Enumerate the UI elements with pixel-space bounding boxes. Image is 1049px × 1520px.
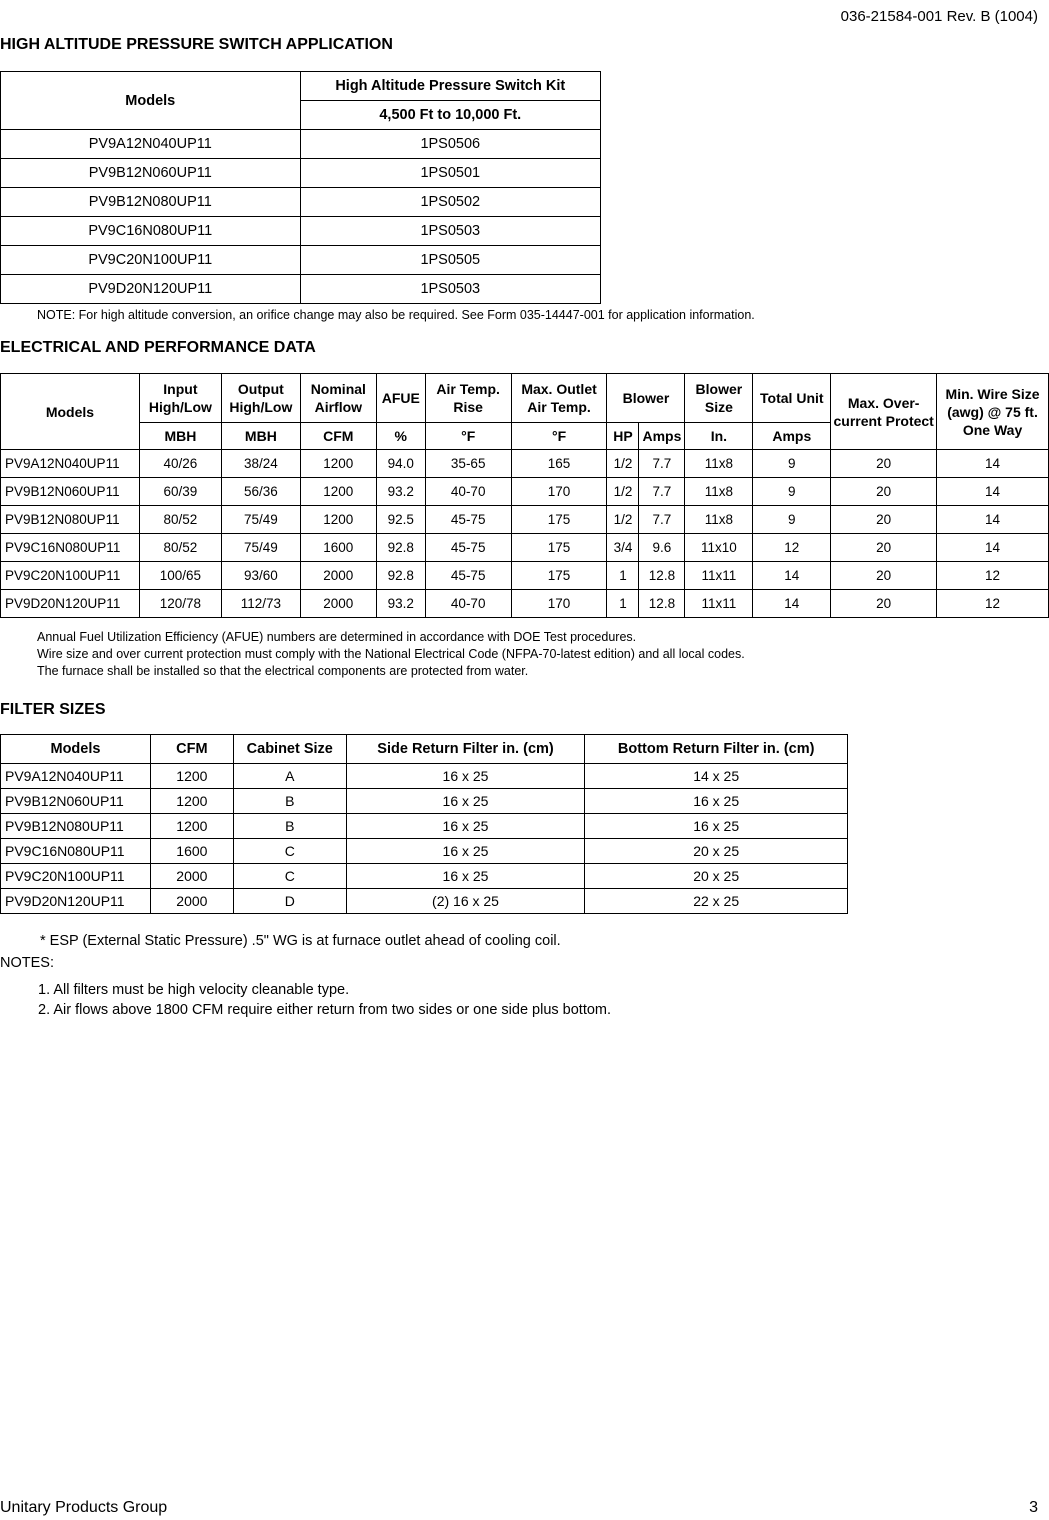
- data-cell: 92.8: [376, 534, 425, 562]
- filter-section-title: FILTER SIZES: [0, 701, 106, 718]
- data-cell: 9: [753, 506, 831, 534]
- table-row: [1, 478, 1049, 506]
- data-cell: 20: [831, 590, 937, 618]
- altitude-header-range: 4,500 Ft to 10,000 Ft.: [300, 101, 600, 130]
- data-cell: 1200: [300, 450, 376, 478]
- elec-header-wire: Min. Wire Size (awg) @ 75 ft. One Way: [937, 374, 1049, 450]
- data-cell: 1200: [300, 478, 376, 506]
- model-cell: PV9C16N080UP11: [1, 534, 140, 562]
- data-cell: D: [233, 889, 346, 914]
- filter-header-cell: CFM: [150, 735, 233, 764]
- data-cell: 1/2: [607, 506, 639, 534]
- model-cell: PV9A12N040UP11: [1, 130, 301, 159]
- elec-header-afue: AFUE: [376, 374, 425, 423]
- data-cell: 165: [511, 450, 607, 478]
- footer-page-number: 3: [1029, 1499, 1038, 1516]
- data-cell: 92.8: [376, 562, 425, 590]
- data-cell: 75/49: [221, 506, 300, 534]
- data-cell: 14: [937, 506, 1049, 534]
- data-cell: 1200: [300, 506, 376, 534]
- table-row: [1, 889, 848, 914]
- data-cell: 56/36: [221, 478, 300, 506]
- table-row: [1, 450, 1049, 478]
- table-row: [1, 188, 601, 217]
- data-cell: 11x8: [685, 478, 753, 506]
- electrical-notes: [37, 629, 745, 680]
- filter-note: 2. Air flows above 1800 CFM require either return from two sides or one side plus bottom.: [38, 1002, 612, 1018]
- data-cell: 14: [937, 478, 1049, 506]
- elec-header-models: Models: [1, 374, 140, 450]
- data-cell: A: [233, 764, 346, 789]
- altitude-section-title: HIGH ALTITUDE PRESSURE SWITCH APPLICATION: [0, 36, 393, 53]
- data-cell: 80/52: [139, 534, 221, 562]
- table-row: [1, 246, 601, 275]
- data-cell: 1: [607, 562, 639, 590]
- unit-header-cell: MBH: [139, 423, 221, 450]
- elec-header-output: Output High/Low: [221, 374, 300, 423]
- model-cell: PV9C20N100UP11: [1, 246, 301, 275]
- data-cell: 7.7: [639, 478, 685, 506]
- unit-header-cell: MBH: [221, 423, 300, 450]
- data-cell: 40-70: [425, 590, 511, 618]
- filter-table: [0, 734, 848, 914]
- altitude-note: NOTE: For high altitude conversion, an orifice change may also be required. See Form 035-14447-001 for application information.: [37, 308, 755, 322]
- data-cell: 94.0: [376, 450, 425, 478]
- unit-header-cell: In.: [685, 423, 753, 450]
- elec-header-input: Input High/Low: [139, 374, 221, 423]
- filter-note: 1. All filters must be high velocity cleanable type.: [38, 982, 350, 998]
- filter-notes: [38, 980, 611, 1020]
- data-cell: 75/49: [221, 534, 300, 562]
- data-cell: 170: [511, 590, 607, 618]
- table-row: [1, 562, 1049, 590]
- data-cell: 93.2: [376, 590, 425, 618]
- elec-header-outlet: Max. Outlet Air Temp.: [511, 374, 607, 423]
- data-cell: 20: [831, 534, 937, 562]
- esp-note: * ESP (External Static Pressure) .5" WG is at furnace outlet ahead of cooling coil.: [40, 933, 561, 949]
- data-cell: 12: [753, 534, 831, 562]
- data-cell: (2) 16 x 25: [346, 889, 585, 914]
- filter-header-cell: Models: [1, 735, 151, 764]
- kit-cell: 1PS0502: [300, 188, 600, 217]
- electrical-table-body: [1, 450, 1049, 618]
- elec-header-blower: Blower: [607, 374, 685, 423]
- data-cell: 40/26: [139, 450, 221, 478]
- model-cell: PV9A12N040UP11: [1, 450, 140, 478]
- model-cell: PV9D20N120UP11: [1, 889, 151, 914]
- data-cell: 20: [831, 506, 937, 534]
- data-cell: 1200: [150, 764, 233, 789]
- model-cell: PV9C20N100UP11: [1, 562, 140, 590]
- data-cell: 1200: [150, 789, 233, 814]
- electrical-section-title: ELECTRICAL AND PERFORMANCE DATA: [0, 339, 316, 356]
- data-cell: 2000: [150, 864, 233, 889]
- document-number: 036-21584-001 Rev. B (1004): [840, 8, 1038, 25]
- notes-label: NOTES:: [0, 955, 54, 971]
- data-cell: 3/4: [607, 534, 639, 562]
- table-row: [1, 839, 848, 864]
- data-cell: 14: [753, 590, 831, 618]
- data-cell: 175: [511, 562, 607, 590]
- model-cell: PV9B12N060UP11: [1, 159, 301, 188]
- elec-header-total: Total Unit: [753, 374, 831, 423]
- data-cell: C: [233, 839, 346, 864]
- electrical-note: Annual Fuel Utilization Efficiency (AFUE) numbers are determined in accordance with DOE Test procedures.: [37, 630, 637, 644]
- model-cell: PV9B12N060UP11: [1, 789, 151, 814]
- kit-cell: 1PS0501: [300, 159, 600, 188]
- data-cell: 93/60: [221, 562, 300, 590]
- data-cell: 20: [831, 478, 937, 506]
- filter-header-row: [1, 735, 848, 764]
- data-cell: 45-75: [425, 506, 511, 534]
- table-row: [1, 789, 848, 814]
- table-row: [1, 130, 601, 159]
- data-cell: 20 x 25: [585, 864, 848, 889]
- data-cell: 7.7: [639, 450, 685, 478]
- data-cell: 35-65: [425, 450, 511, 478]
- table-row: [1, 159, 601, 188]
- data-cell: 22 x 25: [585, 889, 848, 914]
- table-row: [1, 275, 601, 304]
- table-row: [1, 590, 1049, 618]
- electrical-note: The furnace shall be installed so that the electrical components are protected from water.: [37, 664, 529, 678]
- data-cell: 1: [607, 590, 639, 618]
- data-cell: B: [233, 789, 346, 814]
- data-cell: 80/52: [139, 506, 221, 534]
- unit-header-cell: °F: [511, 423, 607, 450]
- data-cell: 16 x 25: [346, 764, 585, 789]
- kit-cell: 1PS0506: [300, 130, 600, 159]
- elec-header-airflow: Nominal Airflow: [300, 374, 376, 423]
- data-cell: 14: [753, 562, 831, 590]
- elec-header-maxoc: Max. Over-current Protect: [831, 374, 937, 450]
- unit-header-cell: Amps: [753, 423, 831, 450]
- data-cell: 14: [937, 534, 1049, 562]
- data-cell: 14 x 25: [585, 764, 848, 789]
- table-row: [1, 814, 848, 839]
- data-cell: 16 x 25: [346, 789, 585, 814]
- unit-header-cell: °F: [425, 423, 511, 450]
- data-cell: 12: [937, 590, 1049, 618]
- model-cell: PV9D20N120UP11: [1, 590, 140, 618]
- data-cell: 7.7: [639, 506, 685, 534]
- data-cell: 1/2: [607, 478, 639, 506]
- data-cell: C: [233, 864, 346, 889]
- filter-header-cell: Cabinet Size: [233, 735, 346, 764]
- model-cell: PV9C16N080UP11: [1, 839, 151, 864]
- footer-company: Unitary Products Group: [0, 1499, 168, 1516]
- unit-header-cell: HP: [607, 423, 639, 450]
- data-cell: 2000: [300, 590, 376, 618]
- data-cell: 1200: [150, 814, 233, 839]
- data-cell: 170: [511, 478, 607, 506]
- data-cell: 12.8: [639, 590, 685, 618]
- data-cell: 60/39: [139, 478, 221, 506]
- data-cell: 14: [937, 450, 1049, 478]
- data-cell: 9: [753, 450, 831, 478]
- altitude-header-models: Models: [1, 72, 301, 130]
- kit-cell: 1PS0505: [300, 246, 600, 275]
- electrical-table: [0, 373, 1049, 618]
- model-cell: PV9B12N080UP11: [1, 506, 140, 534]
- data-cell: 16 x 25: [346, 864, 585, 889]
- data-cell: 11x8: [685, 450, 753, 478]
- data-cell: 9.6: [639, 534, 685, 562]
- model-cell: PV9B12N080UP11: [1, 814, 151, 839]
- data-cell: 120/78: [139, 590, 221, 618]
- elec-header-blower-size: Blower Size: [685, 374, 753, 423]
- kit-cell: 1PS0503: [300, 217, 600, 246]
- altitude-table: [0, 71, 601, 304]
- unit-header-cell: %: [376, 423, 425, 450]
- unit-header-cell: Amps: [639, 423, 685, 450]
- data-cell: 2000: [300, 562, 376, 590]
- data-cell: 175: [511, 506, 607, 534]
- data-cell: 12.8: [639, 562, 685, 590]
- data-cell: 175: [511, 534, 607, 562]
- model-cell: PV9B12N080UP11: [1, 188, 301, 217]
- data-cell: 2000: [150, 889, 233, 914]
- data-cell: 20 x 25: [585, 839, 848, 864]
- data-cell: 20: [831, 450, 937, 478]
- data-cell: 16 x 25: [346, 814, 585, 839]
- data-cell: 20: [831, 562, 937, 590]
- filter-header-cell: Bottom Return Filter in. (cm): [585, 735, 848, 764]
- data-cell: 1600: [300, 534, 376, 562]
- data-cell: 40-70: [425, 478, 511, 506]
- data-cell: 38/24: [221, 450, 300, 478]
- data-cell: 11x11: [685, 590, 753, 618]
- unit-header-cell: CFM: [300, 423, 376, 450]
- data-cell: 12: [937, 562, 1049, 590]
- data-cell: 16 x 25: [346, 839, 585, 864]
- data-cell: 100/65: [139, 562, 221, 590]
- filter-table-body: [1, 764, 848, 914]
- data-cell: 11x11: [685, 562, 753, 590]
- data-cell: B: [233, 814, 346, 839]
- altitude-table-body: [1, 130, 601, 304]
- data-cell: 11x10: [685, 534, 753, 562]
- data-cell: 1600: [150, 839, 233, 864]
- model-cell: PV9D20N120UP11: [1, 275, 301, 304]
- data-cell: 16 x 25: [585, 814, 848, 839]
- table-row: [1, 534, 1049, 562]
- data-cell: 93.2: [376, 478, 425, 506]
- model-cell: PV9B12N060UP11: [1, 478, 140, 506]
- altitude-header-kit: High Altitude Pressure Switch Kit: [300, 72, 600, 101]
- data-cell: 45-75: [425, 562, 511, 590]
- model-cell: PV9C16N080UP11: [1, 217, 301, 246]
- table-row: [1, 217, 601, 246]
- data-cell: 9: [753, 478, 831, 506]
- elec-header-rise: Air Temp. Rise: [425, 374, 511, 423]
- data-cell: 16 x 25: [585, 789, 848, 814]
- table-row: [1, 764, 848, 789]
- kit-cell: 1PS0503: [300, 275, 600, 304]
- model-cell: PV9C20N100UP11: [1, 864, 151, 889]
- data-cell: 112/73: [221, 590, 300, 618]
- electrical-note: Wire size and over current protection must comply with the National Electrical Code (NFPA-70-latest edition) and all local codes.: [37, 647, 745, 661]
- table-row: [1, 864, 848, 889]
- data-cell: 1/2: [607, 450, 639, 478]
- model-cell: PV9A12N040UP11: [1, 764, 151, 789]
- data-cell: 11x8: [685, 506, 753, 534]
- data-cell: 92.5: [376, 506, 425, 534]
- data-cell: 45-75: [425, 534, 511, 562]
- table-row: [1, 506, 1049, 534]
- filter-header-cell: Side Return Filter in. (cm): [346, 735, 585, 764]
